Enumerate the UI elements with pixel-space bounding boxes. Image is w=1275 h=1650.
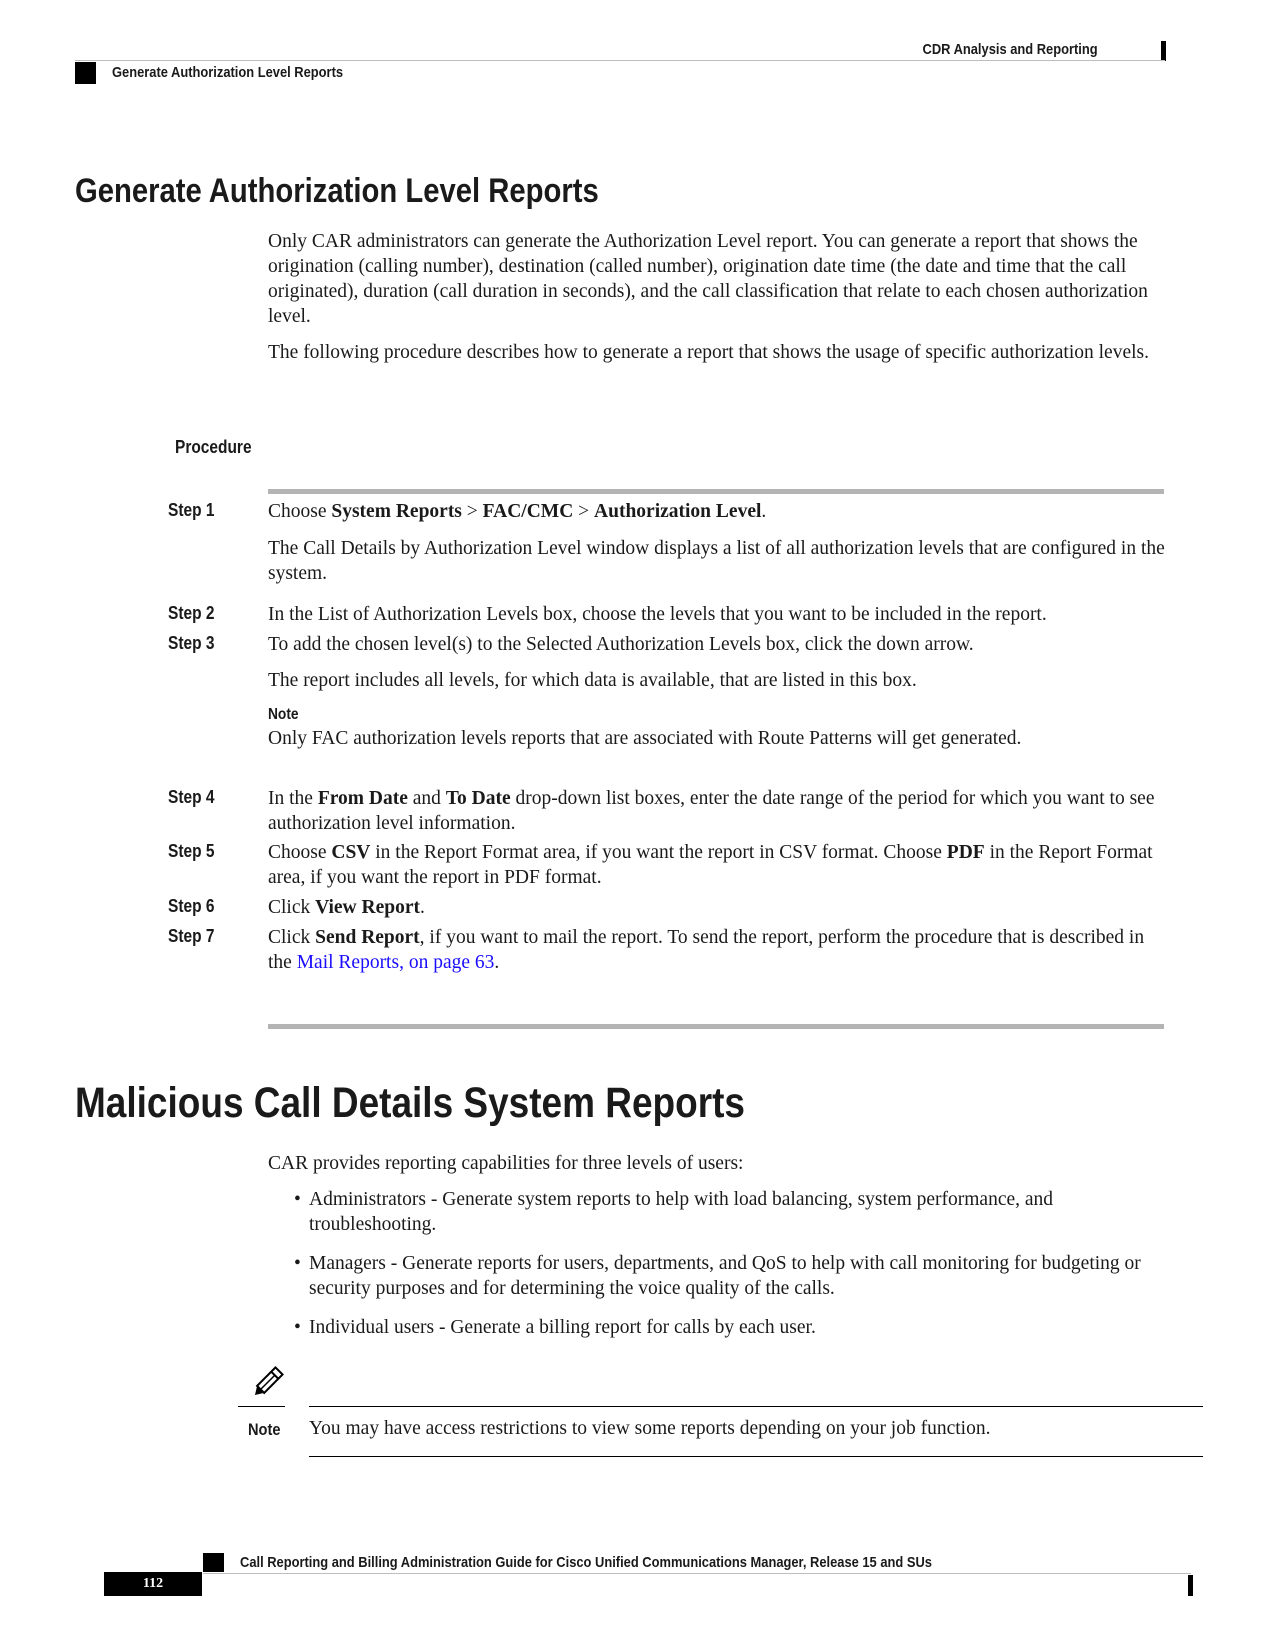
- step-label: Step 2: [168, 603, 215, 623]
- procedure-rule-bottom: [268, 1024, 1164, 1029]
- intro-paragraph: CAR provides reporting capabilities for three levels of users:: [268, 1153, 744, 1174]
- user-levels-list: [294, 1187, 1169, 1354]
- step-label: Step 5: [168, 841, 215, 861]
- header-square-marker: [75, 62, 96, 84]
- note-icon-underline: [238, 1406, 285, 1407]
- step-label: Step 3: [168, 633, 215, 653]
- step-text: To add the chosen level(s) to the Selected Authorization Levels box, click the down arrow.: [268, 634, 974, 655]
- intro-paragraph: The following procedure describes how to generate a report that shows the usage of specific authorization levels.: [268, 342, 1149, 363]
- note-text: You may have access restrictions to view some reports depending on your job function.: [309, 1418, 991, 1439]
- step-detail: The report includes all levels, for which data is available, that are listed in this box.: [268, 670, 917, 691]
- step-note-label: Note: [268, 706, 299, 723]
- footer-square-marker: [203, 1553, 224, 1572]
- procedure-label: Procedure: [175, 437, 252, 457]
- header-bar-marker: [1161, 41, 1166, 61]
- footer-book-title: Call Reporting and Billing Administration Guide for Cisco Unified Communications Manager, Release 15 and SUs: [240, 1554, 932, 1571]
- step-detail: The Call Details by Authorization Level window displays a list of all authorization levels that are configured in the system.: [268, 538, 1165, 584]
- running-header-chapter: CDR Analysis and Reporting: [922, 41, 1098, 58]
- step-text: In the From Date and To Date drop-down list boxes, enter the date range of the period for which you want to see authorization level information.: [268, 788, 1155, 834]
- step-label: Step 1: [168, 500, 215, 520]
- header-rule: [75, 60, 1165, 61]
- note-rule-bottom: [309, 1456, 1203, 1457]
- list-item: • Managers - Generate reports for users, departments, and QoS to help with call monitoring for budgeting or security purposes and for determining the voice quality of the calls.: [294, 1253, 1141, 1299]
- section-title: Malicious Call Details System Reports: [75, 1079, 745, 1127]
- step-note-text: Only FAC authorization levels reports that are associated with Route Patterns will get generated.: [268, 728, 1022, 749]
- step-label: Step 6: [168, 896, 215, 916]
- footer-rule: [203, 1573, 1191, 1574]
- step-text: In the List of Authorization Levels box, choose the levels that you want to be included in the report.: [268, 604, 1047, 625]
- section-title: Generate Authorization Level Reports: [75, 172, 599, 210]
- list-item: • Individual users - Generate a billing report for calls by each user.: [294, 1317, 816, 1338]
- pencil-icon: [248, 1364, 286, 1402]
- page-number: 112: [104, 1572, 202, 1596]
- mail-reports-link[interactable]: Mail Reports, on page 63: [296, 952, 495, 973]
- note-label: Note: [248, 1420, 281, 1439]
- procedure-rule-top: [268, 489, 1164, 494]
- step-label: Step 7: [168, 926, 215, 946]
- note-rule-top: [309, 1406, 1203, 1407]
- footer-bar-marker: [1188, 1575, 1193, 1596]
- step-text: Click Send Report, if you want to mail the report. To send the report, perform the procedure that is described in the Mail Reports, on page 63.: [268, 927, 1145, 973]
- intro-paragraph: Only CAR administrators can generate the Authorization Level report. You can generate a report that shows the origination (calling number), destination (called number), origination date time (the date and time that the call originated), duration (call duration in seconds), and the call classification that relate to each chosen authorization level.: [268, 231, 1148, 327]
- step-text: Choose System Reports > FAC/CMC > Authorization Level.: [268, 501, 767, 522]
- step-text: Choose CSV in the Report Format area, if you want the report in CSV format. Choose PDF in the Report Format area, if you want the report in PDF format.: [268, 842, 1153, 888]
- step-label: Step 4: [168, 787, 215, 807]
- list-item: • Administrators - Generate system reports to help with load balancing, system performance, and troubleshooting.: [294, 1189, 1054, 1235]
- step-text: Click View Report.: [268, 897, 425, 918]
- running-header-section: Generate Authorization Level Reports: [112, 64, 344, 81]
